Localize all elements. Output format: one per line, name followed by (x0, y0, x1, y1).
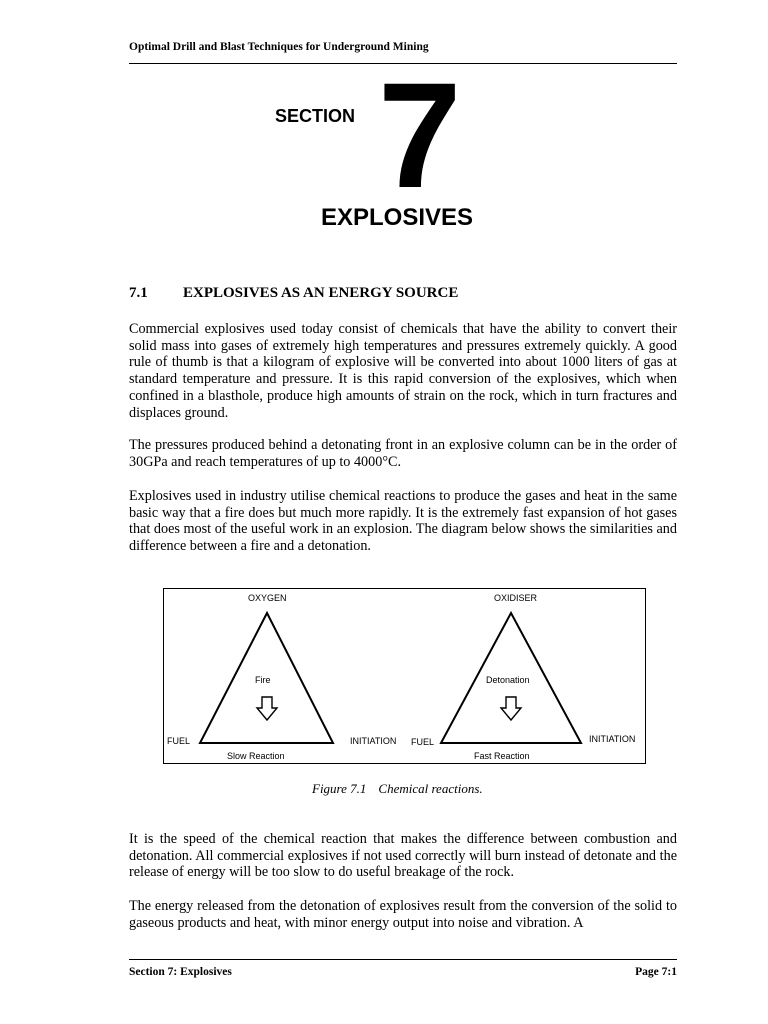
figure-caption-number: Figure 7.1 (312, 781, 367, 796)
detonation-center-label: Detonation (486, 675, 530, 685)
paragraph-reactions: Explosives used in industry utilise chemical reactions to produce the gases and heat in the same basic way that a fire does but much more rapidly. It is the extremely fast expansion of hot gases that does most of the useful work in an explosion. The diagram below shows the similarities and difference between a fire and a detonation. (129, 488, 677, 555)
paragraph-intro: Commercial explosives used today consist of chemicals that have the ability to convert their solid mass into gases of extremely high temperatures and pressures extremely quickly. A good rule of thumb is that a kilogram of explosive will be converted into about 1000 liters of gas at standard temperature and pressure. It is this rapid conversion of the explosives, which when confined in a blasthole, produce high amounts of strain on the rock, which in turn fractures and displaces ground. (129, 321, 677, 421)
detonation-left-label: FUEL (411, 737, 435, 747)
subsection-number: 7.1 (129, 285, 148, 301)
paragraph-combustion: It is the speed of the chemical reaction that makes the difference between combustion and detonation. All commercial explosives if not used correctly will burn instead of detonate and the release of energy will be too slow to do useful breakage of the rock. (129, 831, 677, 881)
subsection-heading (129, 285, 458, 302)
chapter-title: EXPLOSIVES (321, 204, 474, 231)
fire-right-label: INITIATION (350, 736, 397, 746)
paragraph-energy: The energy released from the detonation of explosives result from the conversion of the solid to gaseous products and heat, with minor energy output into noise and vibration. A (129, 898, 677, 931)
down-arrow-icon (501, 697, 521, 720)
footer-rule (129, 959, 677, 960)
paragraph-pressure: The pressures produced behind a detonating front in an explosive column can be in the order of 30GPa and reach temperatures of up to 4000°C. (129, 437, 677, 470)
figure-chemical-reactions (163, 588, 646, 764)
figure-diagram (164, 589, 647, 765)
footer-page-number: Page 7:1 (635, 966, 677, 978)
section-label: SECTION (275, 106, 356, 126)
subsection-title: EXPLOSIVES AS AN ENERGY SOURCE (183, 285, 459, 301)
fire-center-label: Fire (255, 675, 271, 685)
detonation-right-label: INITIATION (589, 734, 636, 744)
fire-bottom-label: Slow Reaction (227, 751, 285, 761)
figure-caption (312, 781, 483, 797)
fire-top-label: OXYGEN (248, 593, 287, 603)
detonation-bottom-label: Fast Reaction (474, 751, 530, 761)
figure-caption-text: Chemical reactions. (378, 781, 483, 796)
down-arrow-icon (257, 697, 277, 720)
running-header: Optimal Drill and Blast Techniques for Underground Mining (129, 41, 429, 53)
detonation-top-label: OXIDISER (494, 593, 538, 603)
footer-section: Section 7: Explosives (129, 966, 232, 978)
section-number: 7 (378, 51, 458, 219)
fire-left-label: FUEL (167, 736, 191, 746)
